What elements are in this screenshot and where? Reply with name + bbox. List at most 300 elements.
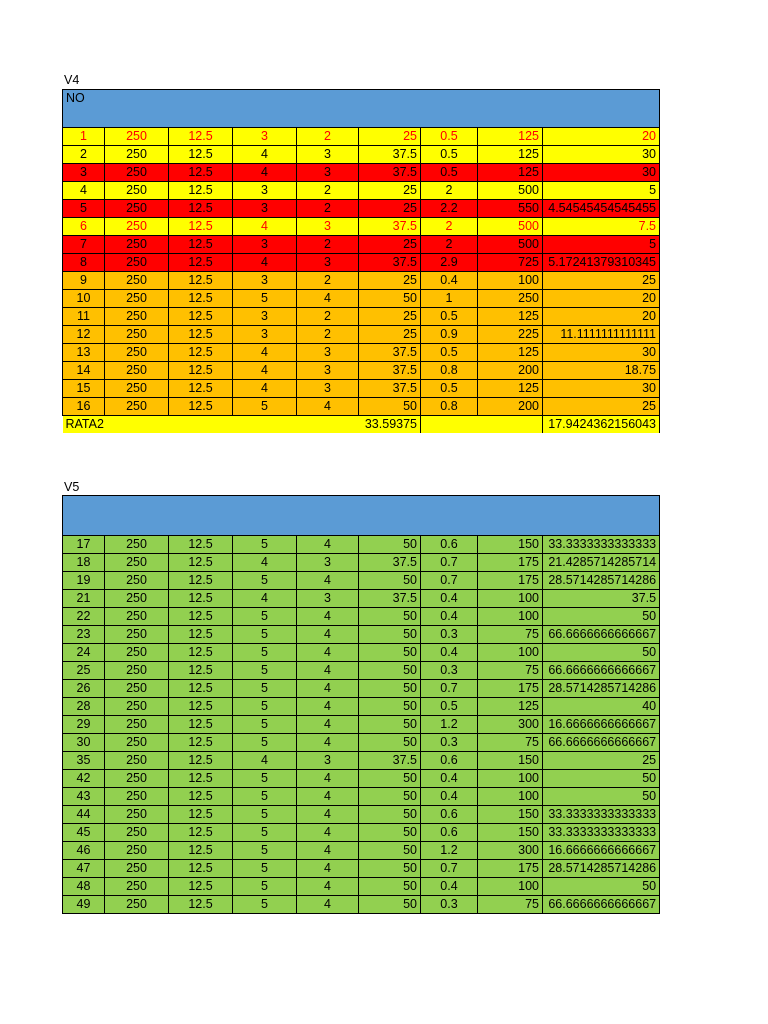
v5-cell-col2[interactable]: 250: [105, 644, 169, 662]
v5-cell-col7[interactable]: 0.3: [421, 626, 478, 644]
v4-cell-col3[interactable]: 12.5: [169, 164, 233, 182]
v4-cell-col6[interactable]: 37.5: [359, 344, 421, 362]
v5-cell-no[interactable]: 17: [63, 536, 105, 554]
v4-cell-col6[interactable]: 25: [359, 326, 421, 344]
v4-cell-col4[interactable]: 3: [233, 272, 297, 290]
v4-cell-col4[interactable]: 5: [233, 398, 297, 416]
v4-summary-avg-col9[interactable]: 17.9424362156043: [543, 416, 660, 434]
v4-cell-no[interactable]: 2: [63, 146, 105, 164]
v4-cell-col6[interactable]: 37.5: [359, 146, 421, 164]
v4-cell-no[interactable]: 13: [63, 344, 105, 362]
v5-cell-col3[interactable]: 12.5: [169, 770, 233, 788]
v4-cell-col8[interactable]: 125: [478, 380, 543, 398]
v4-cell-col6[interactable]: 37.5: [359, 362, 421, 380]
v4-cell-col6[interactable]: 25: [359, 272, 421, 290]
v4-cell-col8[interactable]: 500: [478, 182, 543, 200]
v4-cell-no[interactable]: 4: [63, 182, 105, 200]
v5-cell-col4[interactable]: 4: [233, 590, 297, 608]
v4-cell-col2[interactable]: 250: [105, 290, 169, 308]
v4-cell-col9[interactable]: 5: [543, 182, 660, 200]
v5-cell-col6[interactable]: 50: [359, 842, 421, 860]
v4-cell-col8[interactable]: 725: [478, 254, 543, 272]
v5-cell-col4[interactable]: 5: [233, 716, 297, 734]
v5-cell-col3[interactable]: 12.5: [169, 734, 233, 752]
v4-cell-col9[interactable]: 20: [543, 290, 660, 308]
v5-cell-col8[interactable]: 100: [478, 590, 543, 608]
v5-cell-col4[interactable]: 4: [233, 554, 297, 572]
v4-cell-no[interactable]: 10: [63, 290, 105, 308]
v5-cell-col6[interactable]: 50: [359, 626, 421, 644]
v5-header-cell[interactable]: [63, 496, 660, 536]
v4-cell-col7[interactable]: 0.5: [421, 380, 478, 398]
v5-cell-no[interactable]: 45: [63, 824, 105, 842]
v4-cell-col2[interactable]: 250: [105, 254, 169, 272]
v5-cell-col4[interactable]: 5: [233, 680, 297, 698]
v4-cell-col9[interactable]: 20: [543, 308, 660, 326]
v4-cell-col5[interactable]: 3: [297, 218, 359, 236]
v4-cell-col4[interactable]: 4: [233, 344, 297, 362]
v4-cell-no[interactable]: 11: [63, 308, 105, 326]
v4-header-cell[interactable]: NO: [63, 90, 660, 128]
v5-cell-col8[interactable]: 100: [478, 770, 543, 788]
v5-cell-no[interactable]: 28: [63, 698, 105, 716]
v4-cell-col9[interactable]: 7.5: [543, 218, 660, 236]
v5-cell-col3[interactable]: 12.5: [169, 752, 233, 770]
v4-cell-no[interactable]: 6: [63, 218, 105, 236]
v5-cell-col4[interactable]: 4: [233, 752, 297, 770]
v5-cell-col5[interactable]: 4: [297, 734, 359, 752]
v5-cell-col8[interactable]: 75: [478, 734, 543, 752]
v5-cell-col5[interactable]: 4: [297, 572, 359, 590]
v5-cell-col5[interactable]: 4: [297, 626, 359, 644]
v4-cell-col5[interactable]: 4: [297, 398, 359, 416]
v5-cell-no[interactable]: 22: [63, 608, 105, 626]
v5-cell-col4[interactable]: 5: [233, 644, 297, 662]
v5-cell-col8[interactable]: 100: [478, 644, 543, 662]
v5-cell-col5[interactable]: 4: [297, 788, 359, 806]
v4-cell-col2[interactable]: 250: [105, 182, 169, 200]
v5-cell-col4[interactable]: 5: [233, 806, 297, 824]
v4-cell-col7[interactable]: 0.5: [421, 128, 478, 146]
v5-cell-col2[interactable]: 250: [105, 698, 169, 716]
v4-cell-col3[interactable]: 12.5: [169, 254, 233, 272]
v4-cell-col3[interactable]: 12.5: [169, 308, 233, 326]
v5-cell-col3[interactable]: 12.5: [169, 878, 233, 896]
v5-cell-col6[interactable]: 50: [359, 608, 421, 626]
v5-cell-col2[interactable]: 250: [105, 824, 169, 842]
v5-cell-no[interactable]: 19: [63, 572, 105, 590]
v5-cell-col7[interactable]: 1.2: [421, 716, 478, 734]
v4-cell-col3[interactable]: 12.5: [169, 272, 233, 290]
v5-cell-col7[interactable]: 0.6: [421, 752, 478, 770]
v4-cell-col8[interactable]: 500: [478, 218, 543, 236]
v5-cell-col5[interactable]: 4: [297, 698, 359, 716]
v5-cell-col3[interactable]: 12.5: [169, 716, 233, 734]
v5-cell-col9[interactable]: 16.6666666666667: [543, 842, 660, 860]
v5-cell-col2[interactable]: 250: [105, 590, 169, 608]
v4-cell-col9[interactable]: 30: [543, 164, 660, 182]
v5-cell-col5[interactable]: 3: [297, 554, 359, 572]
v5-cell-col8[interactable]: 150: [478, 752, 543, 770]
v5-cell-col6[interactable]: 50: [359, 824, 421, 842]
v5-cell-col5[interactable]: 4: [297, 842, 359, 860]
v5-cell-col6[interactable]: 37.5: [359, 590, 421, 608]
v4-cell-col6[interactable]: 25: [359, 200, 421, 218]
v4-cell-col6[interactable]: 50: [359, 290, 421, 308]
v5-cell-col9[interactable]: 28.5714285714286: [543, 860, 660, 878]
v4-cell-col8[interactable]: 125: [478, 164, 543, 182]
v4-cell-col3[interactable]: 12.5: [169, 362, 233, 380]
v4-cell-no[interactable]: 14: [63, 362, 105, 380]
v5-cell-col5[interactable]: 4: [297, 806, 359, 824]
v4-cell-col8[interactable]: 125: [478, 308, 543, 326]
v4-cell-col5[interactable]: 2: [297, 200, 359, 218]
v4-cell-col9[interactable]: 5.17241379310345: [543, 254, 660, 272]
v5-cell-col9[interactable]: 50: [543, 878, 660, 896]
v5-cell-col6[interactable]: 50: [359, 734, 421, 752]
v4-cell-col9[interactable]: 25: [543, 398, 660, 416]
v4-cell-no[interactable]: 12: [63, 326, 105, 344]
v4-cell-col5[interactable]: 2: [297, 326, 359, 344]
v5-cell-col8[interactable]: 100: [478, 878, 543, 896]
v5-cell-col4[interactable]: 5: [233, 626, 297, 644]
v4-cell-col7[interactable]: 2.2: [421, 200, 478, 218]
v5-cell-col7[interactable]: 0.3: [421, 734, 478, 752]
v5-cell-col8[interactable]: 175: [478, 554, 543, 572]
v4-cell-col8[interactable]: 200: [478, 362, 543, 380]
v5-cell-col3[interactable]: 12.5: [169, 536, 233, 554]
v5-cell-no[interactable]: 23: [63, 626, 105, 644]
v5-cell-col7[interactable]: 0.6: [421, 806, 478, 824]
v5-cell-col7[interactable]: 0.5: [421, 698, 478, 716]
v5-cell-col5[interactable]: 4: [297, 536, 359, 554]
v4-cell-col2[interactable]: 250: [105, 146, 169, 164]
v5-cell-col5[interactable]: 3: [297, 590, 359, 608]
v5-cell-col3[interactable]: 12.5: [169, 554, 233, 572]
v5-cell-col4[interactable]: 5: [233, 770, 297, 788]
v4-cell-col3[interactable]: 12.5: [169, 344, 233, 362]
v5-cell-col5[interactable]: 4: [297, 680, 359, 698]
v4-cell-col6[interactable]: 37.5: [359, 164, 421, 182]
v4-cell-col4[interactable]: 3: [233, 182, 297, 200]
v5-cell-no[interactable]: 42: [63, 770, 105, 788]
v4-cell-col4[interactable]: 4: [233, 218, 297, 236]
v4-cell-col8[interactable]: 225: [478, 326, 543, 344]
v4-cell-col9[interactable]: 4.54545454545455: [543, 200, 660, 218]
v5-cell-col7[interactable]: 0.4: [421, 590, 478, 608]
v5-cell-no[interactable]: 29: [63, 716, 105, 734]
v4-cell-col5[interactable]: 2: [297, 182, 359, 200]
v5-cell-col7[interactable]: 0.7: [421, 554, 478, 572]
v5-cell-col9[interactable]: 66.6666666666667: [543, 734, 660, 752]
v5-cell-no[interactable]: 24: [63, 644, 105, 662]
v5-cell-col9[interactable]: 50: [543, 644, 660, 662]
v4-cell-col5[interactable]: 3: [297, 362, 359, 380]
v4-cell-col2[interactable]: 250: [105, 362, 169, 380]
v4-cell-col6[interactable]: 25: [359, 182, 421, 200]
v4-cell-col9[interactable]: 11.1111111111111: [543, 326, 660, 344]
v5-cell-col2[interactable]: 250: [105, 734, 169, 752]
v4-cell-col3[interactable]: 12.5: [169, 236, 233, 254]
v4-cell-col3[interactable]: 12.5: [169, 146, 233, 164]
v5-cell-col3[interactable]: 12.5: [169, 644, 233, 662]
v4-cell-col8[interactable]: 100: [478, 272, 543, 290]
v5-cell-col4[interactable]: 5: [233, 662, 297, 680]
v4-cell-col3[interactable]: 12.5: [169, 218, 233, 236]
v4-cell-col4[interactable]: 4: [233, 380, 297, 398]
v5-cell-col2[interactable]: 250: [105, 896, 169, 914]
v4-cell-col9[interactable]: 25: [543, 272, 660, 290]
v4-cell-col4[interactable]: 3: [233, 200, 297, 218]
v4-cell-col5[interactable]: 4: [297, 290, 359, 308]
v5-cell-no[interactable]: 47: [63, 860, 105, 878]
v5-cell-col2[interactable]: 250: [105, 806, 169, 824]
v5-cell-col2[interactable]: 250: [105, 626, 169, 644]
v4-cell-col7[interactable]: 0.5: [421, 164, 478, 182]
v4-cell-col4[interactable]: 4: [233, 254, 297, 272]
v5-cell-col8[interactable]: 175: [478, 680, 543, 698]
v4-cell-col6[interactable]: 25: [359, 308, 421, 326]
v5-cell-col6[interactable]: 37.5: [359, 554, 421, 572]
v5-cell-col5[interactable]: 4: [297, 824, 359, 842]
v4-cell-col7[interactable]: 0.9: [421, 326, 478, 344]
v5-cell-col8[interactable]: 150: [478, 536, 543, 554]
v5-cell-col4[interactable]: 5: [233, 824, 297, 842]
v4-cell-col5[interactable]: 2: [297, 128, 359, 146]
v5-cell-col3[interactable]: 12.5: [169, 788, 233, 806]
v5-cell-col7[interactable]: 0.6: [421, 536, 478, 554]
v5-cell-col7[interactable]: 0.4: [421, 770, 478, 788]
v4-cell-col7[interactable]: 0.5: [421, 146, 478, 164]
v5-cell-col3[interactable]: 12.5: [169, 608, 233, 626]
v5-cell-col9[interactable]: 66.6666666666667: [543, 626, 660, 644]
v5-cell-col9[interactable]: 66.6666666666667: [543, 896, 660, 914]
v5-cell-col9[interactable]: 33.3333333333333: [543, 824, 660, 842]
v4-summary-avg-col6[interactable]: 33.59375: [359, 416, 421, 434]
v5-cell-col9[interactable]: 66.6666666666667: [543, 662, 660, 680]
v5-cell-col9[interactable]: 37.5: [543, 590, 660, 608]
v5-cell-col4[interactable]: 5: [233, 896, 297, 914]
v4-cell-col4[interactable]: 5: [233, 290, 297, 308]
v5-cell-col6[interactable]: 50: [359, 770, 421, 788]
v4-cell-col6[interactable]: 37.5: [359, 380, 421, 398]
v5-cell-col3[interactable]: 12.5: [169, 824, 233, 842]
v4-cell-col5[interactable]: 3: [297, 164, 359, 182]
v5-cell-col5[interactable]: 4: [297, 860, 359, 878]
v5-cell-col2[interactable]: 250: [105, 716, 169, 734]
v5-cell-col8[interactable]: 300: [478, 716, 543, 734]
v4-cell-col8[interactable]: 250: [478, 290, 543, 308]
v4-cell-col3[interactable]: 12.5: [169, 128, 233, 146]
v5-cell-no[interactable]: 18: [63, 554, 105, 572]
v4-cell-col2[interactable]: 250: [105, 164, 169, 182]
v4-cell-col7[interactable]: 2: [421, 182, 478, 200]
v4-cell-col4[interactable]: 4: [233, 146, 297, 164]
v4-cell-col4[interactable]: 3: [233, 128, 297, 146]
v5-cell-no[interactable]: 49: [63, 896, 105, 914]
v4-cell-col8[interactable]: 125: [478, 146, 543, 164]
v4-cell-col2[interactable]: 250: [105, 308, 169, 326]
v5-cell-col2[interactable]: 250: [105, 770, 169, 788]
v5-cell-col3[interactable]: 12.5: [169, 698, 233, 716]
v5-cell-col9[interactable]: 40: [543, 698, 660, 716]
v5-cell-col2[interactable]: 250: [105, 608, 169, 626]
v5-cell-col9[interactable]: 28.5714285714286: [543, 680, 660, 698]
v4-cell-no[interactable]: 8: [63, 254, 105, 272]
v5-cell-col3[interactable]: 12.5: [169, 590, 233, 608]
v5-cell-col2[interactable]: 250: [105, 662, 169, 680]
v4-cell-col8[interactable]: 125: [478, 128, 543, 146]
v5-cell-col9[interactable]: 50: [543, 608, 660, 626]
v5-cell-col2[interactable]: 250: [105, 878, 169, 896]
v5-cell-col5[interactable]: 4: [297, 896, 359, 914]
v5-cell-col8[interactable]: 75: [478, 896, 543, 914]
v4-cell-col3[interactable]: 12.5: [169, 380, 233, 398]
v5-cell-col7[interactable]: 0.7: [421, 572, 478, 590]
v5-cell-col9[interactable]: 25: [543, 752, 660, 770]
v5-cell-col4[interactable]: 5: [233, 788, 297, 806]
v5-cell-col3[interactable]: 12.5: [169, 662, 233, 680]
v5-cell-col8[interactable]: 300: [478, 842, 543, 860]
v5-cell-col3[interactable]: 12.5: [169, 626, 233, 644]
v5-cell-col3[interactable]: 12.5: [169, 860, 233, 878]
v4-cell-col2[interactable]: 250: [105, 128, 169, 146]
v4-cell-col7[interactable]: 0.5: [421, 344, 478, 362]
v5-cell-col7[interactable]: 0.4: [421, 644, 478, 662]
v5-cell-col2[interactable]: 250: [105, 536, 169, 554]
v4-cell-col4[interactable]: 4: [233, 362, 297, 380]
v5-cell-col4[interactable]: 5: [233, 608, 297, 626]
v5-cell-no[interactable]: 48: [63, 878, 105, 896]
v5-cell-col7[interactable]: 0.4: [421, 788, 478, 806]
v5-cell-col7[interactable]: 1.2: [421, 842, 478, 860]
v5-cell-col7[interactable]: 0.4: [421, 608, 478, 626]
v5-cell-col5[interactable]: 4: [297, 608, 359, 626]
v4-cell-col3[interactable]: 12.5: [169, 290, 233, 308]
v5-cell-col3[interactable]: 12.5: [169, 896, 233, 914]
v4-cell-col2[interactable]: 250: [105, 344, 169, 362]
v5-cell-col5[interactable]: 4: [297, 662, 359, 680]
v4-cell-col7[interactable]: 0.8: [421, 398, 478, 416]
v5-cell-col6[interactable]: 50: [359, 806, 421, 824]
v4-cell-col8[interactable]: 125: [478, 344, 543, 362]
v5-cell-col9[interactable]: 33.3333333333333: [543, 536, 660, 554]
v4-cell-col8[interactable]: 550: [478, 200, 543, 218]
v5-cell-no[interactable]: 35: [63, 752, 105, 770]
v5-cell-col3[interactable]: 12.5: [169, 842, 233, 860]
v4-cell-col2[interactable]: 250: [105, 398, 169, 416]
v4-cell-col9[interactable]: 20: [543, 128, 660, 146]
v5-cell-col8[interactable]: 150: [478, 806, 543, 824]
v4-cell-col7[interactable]: 1: [421, 290, 478, 308]
v4-cell-col7[interactable]: 0.5: [421, 308, 478, 326]
v5-cell-col6[interactable]: 50: [359, 698, 421, 716]
v5-cell-col3[interactable]: 12.5: [169, 680, 233, 698]
v5-cell-col2[interactable]: 250: [105, 842, 169, 860]
v5-cell-col9[interactable]: 28.5714285714286: [543, 572, 660, 590]
v4-cell-col5[interactable]: 3: [297, 254, 359, 272]
v5-cell-col8[interactable]: 175: [478, 572, 543, 590]
v5-cell-col6[interactable]: 50: [359, 788, 421, 806]
v5-cell-col6[interactable]: 50: [359, 572, 421, 590]
v4-cell-col9[interactable]: 30: [543, 146, 660, 164]
v4-cell-col6[interactable]: 50: [359, 398, 421, 416]
v4-cell-col4[interactable]: 3: [233, 308, 297, 326]
v5-cell-col8[interactable]: 75: [478, 626, 543, 644]
v5-cell-col8[interactable]: 125: [478, 698, 543, 716]
v4-cell-col6[interactable]: 25: [359, 128, 421, 146]
v5-cell-col7[interactable]: 0.3: [421, 662, 478, 680]
v5-cell-col6[interactable]: 50: [359, 680, 421, 698]
v5-cell-no[interactable]: 21: [63, 590, 105, 608]
v5-cell-col5[interactable]: 4: [297, 770, 359, 788]
v5-cell-col9[interactable]: 50: [543, 788, 660, 806]
v4-cell-no[interactable]: 5: [63, 200, 105, 218]
v4-cell-col7[interactable]: 0.4: [421, 272, 478, 290]
v5-cell-col5[interactable]: 3: [297, 752, 359, 770]
v5-cell-col2[interactable]: 250: [105, 572, 169, 590]
v5-cell-col6[interactable]: 50: [359, 536, 421, 554]
v4-cell-no[interactable]: 1: [63, 128, 105, 146]
v4-cell-col5[interactable]: 3: [297, 344, 359, 362]
v5-cell-col6[interactable]: 50: [359, 896, 421, 914]
v4-cell-col6[interactable]: 25: [359, 236, 421, 254]
v5-cell-col2[interactable]: 250: [105, 554, 169, 572]
v5-cell-col5[interactable]: 4: [297, 878, 359, 896]
v5-cell-col6[interactable]: 50: [359, 878, 421, 896]
v5-cell-col7[interactable]: 0.6: [421, 824, 478, 842]
v4-cell-col6[interactable]: 37.5: [359, 218, 421, 236]
v4-cell-col8[interactable]: 500: [478, 236, 543, 254]
v5-cell-col2[interactable]: 250: [105, 680, 169, 698]
v5-cell-col3[interactable]: 12.5: [169, 806, 233, 824]
v5-cell-col2[interactable]: 250: [105, 752, 169, 770]
v5-cell-no[interactable]: 43: [63, 788, 105, 806]
v5-cell-col4[interactable]: 5: [233, 698, 297, 716]
v5-cell-col9[interactable]: 33.3333333333333: [543, 806, 660, 824]
v4-cell-col3[interactable]: 12.5: [169, 182, 233, 200]
v4-cell-col5[interactable]: 2: [297, 308, 359, 326]
v4-cell-no[interactable]: 16: [63, 398, 105, 416]
v5-cell-no[interactable]: 46: [63, 842, 105, 860]
v5-cell-col7[interactable]: 0.7: [421, 680, 478, 698]
v5-cell-col4[interactable]: 5: [233, 878, 297, 896]
v5-cell-col9[interactable]: 16.6666666666667: [543, 716, 660, 734]
v4-cell-no[interactable]: 7: [63, 236, 105, 254]
v4-summary-label[interactable]: RATA2: [63, 416, 359, 434]
v5-cell-col2[interactable]: 250: [105, 788, 169, 806]
v4-cell-col5[interactable]: 3: [297, 146, 359, 164]
v5-cell-col9[interactable]: 21.4285714285714: [543, 554, 660, 572]
v5-cell-col5[interactable]: 4: [297, 716, 359, 734]
v4-cell-col2[interactable]: 250: [105, 218, 169, 236]
v5-cell-no[interactable]: 26: [63, 680, 105, 698]
v4-cell-col9[interactable]: 5: [543, 236, 660, 254]
v4-cell-col7[interactable]: 2.9: [421, 254, 478, 272]
v5-cell-col7[interactable]: 0.4: [421, 878, 478, 896]
v5-cell-col5[interactable]: 4: [297, 644, 359, 662]
v5-cell-col8[interactable]: 150: [478, 824, 543, 842]
v4-cell-col7[interactable]: 2: [421, 218, 478, 236]
v5-cell-col6[interactable]: 50: [359, 860, 421, 878]
v5-cell-no[interactable]: 44: [63, 806, 105, 824]
v4-cell-col5[interactable]: 2: [297, 236, 359, 254]
v4-cell-col4[interactable]: 3: [233, 326, 297, 344]
v5-cell-col4[interactable]: 5: [233, 572, 297, 590]
v5-cell-col6[interactable]: 50: [359, 716, 421, 734]
v5-cell-col4[interactable]: 5: [233, 536, 297, 554]
v4-cell-col3[interactable]: 12.5: [169, 200, 233, 218]
